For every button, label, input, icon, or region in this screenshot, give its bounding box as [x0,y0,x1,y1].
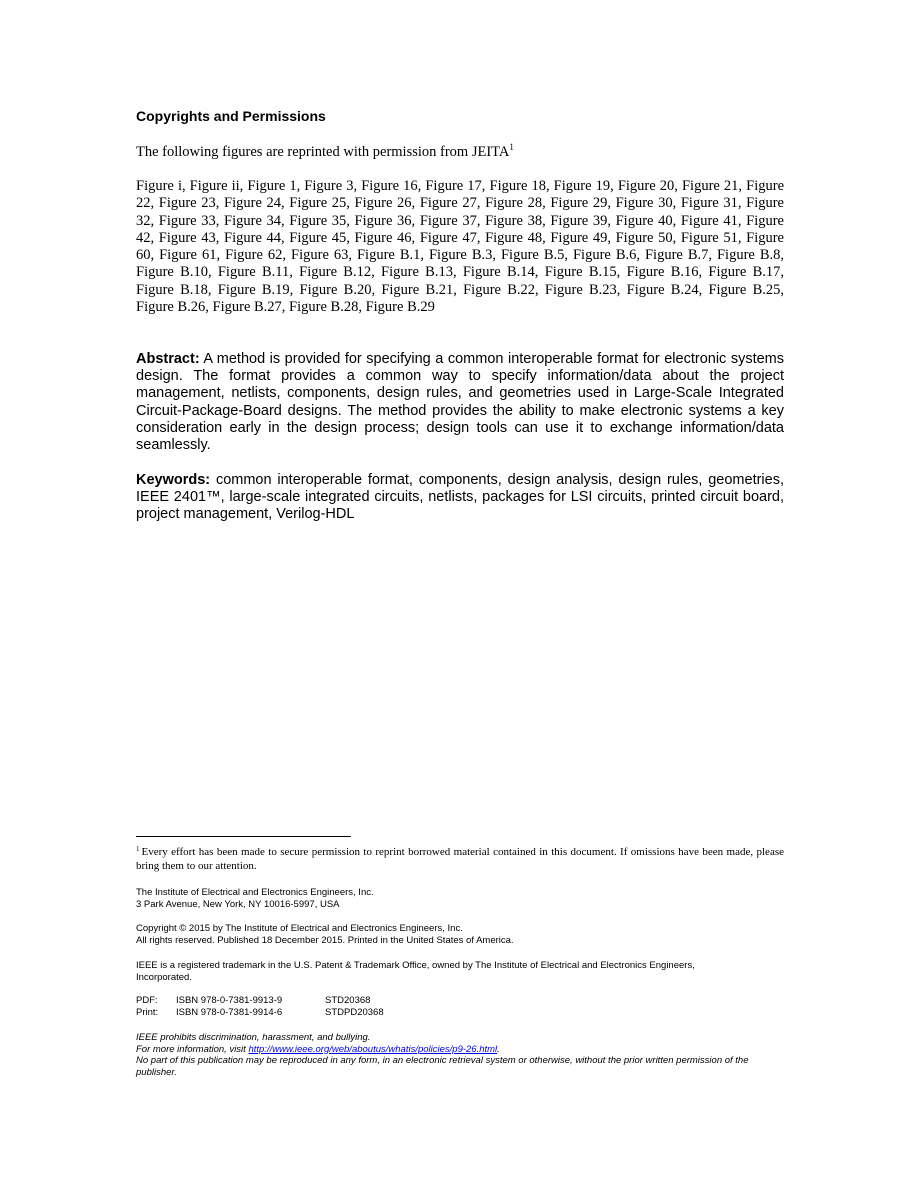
abstract-text: A method is provided for specifying a common interoperable format for electronic systems design. The format provides a common way to specify information/data about the project management, netlists, components, design rules, and geometries used in Large-Scale Integrated Circuit-Package-Board designs. The method provides the ability to make electronic systems a key consideration early in the design process; design tools can use it to exchange information/data seamlessly. [136,351,784,454]
copyright-notice [136,923,514,946]
footnote-marker: 1 [136,845,140,853]
copyright-line: Copyright © 2015 by The Institute of Electrical and Electronics Engineers, Inc. [136,923,463,934]
isbn-row [136,995,384,1007]
isbn-code: STDPD20368 [325,1006,384,1018]
policy-info-line [136,1044,784,1056]
publisher-address [136,887,374,910]
footnote-reference[interactable]: 1 [509,142,514,152]
footnote [136,845,784,873]
policy-info-suffix: . [497,1043,500,1055]
isbn-number: ISBN 978-0-7381-9913-9 [176,995,283,1006]
abstract-paragraph [136,351,784,454]
isbn-format: PDF: [136,995,158,1006]
policy-info-prefix: For more information, visit [136,1043,249,1055]
policy-line: IEEE prohibits discrimination, harassment, and bullying. [136,1032,371,1043]
keywords-paragraph [136,472,784,524]
isbn-row [136,1007,384,1019]
permission-intro [136,144,514,161]
publisher-name: The Institute of Electrical and Electronics Engineers, Inc. [136,887,374,898]
policy-link[interactable]: http://www.ieee.org/web/aboutus/whatis/policies/p9-26.html [248,1043,498,1055]
rights-line: All rights reserved. Published 18 December 2015. Printed in the United States of America. [136,934,514,946]
publisher-street: 3 Park Avenue, New York, NY 10016-5997, USA [136,898,340,910]
section-heading: Copyrights and Permissions [136,108,326,124]
isbn-format: Print: [136,1006,159,1018]
footnote-text: Every effort has been made to secure permission to reprint borrowed material contained in this document. If omissions have been made, please bring them to our attention. [136,846,784,872]
trademark-notice: IEEE is a registered trademark in the U.S. Patent & Trademark Office, owned by The Institute of Electrical and Electronics Engineers, Incorporated. [136,960,695,983]
permission-intro-text: The following figures are reprinted with permission from JEITA [136,144,510,160]
isbn-number: ISBN 978-0-7381-9914-6 [176,1006,283,1018]
abstract-label: Abstract: [136,351,200,367]
isbn-table [136,995,384,1018]
footnote-divider [136,836,351,837]
keywords-text: common interoperable format, components, design analysis, design rules, geometries, IEEE 2401™, large-scale integrated circuits, netlists, packages for LSI circuits, printed circuit board, project management, Verilog-HDL [136,472,784,523]
reproduction-notice: No part of this publication may be reproduced in any form, in an electronic retrieval system or otherwise, without the prior written permission of the publisher. [136,1055,749,1078]
figure-list: Figure i, Figure ii, Figure 1, Figure 3, Figure 16, Figure 17, Figure 18, Figure 19, Figure 20, Figure 21, Figure 22, Figure 23, Figure 24, Figure 25, Figure 26, Figure 27, Figure 28, Figure 29, Figure 30, Figure 31, Figure 32, Figure 33, Figure 34, Figure 35, Figure 36, Figure 37, Figure 38, Figure 39, Figure 40, Figure 41, Figure 42, Figure 43, Figure 44, Figure 45, Figure 46, Figure 47, Figure 48, Figure 49, Figure 50, Figure 51, Figure 60, Figure 61, Figure 62, Figure 63, Figure B.1, Figure B.3, Figure B.5, Figure B.6, Figure B.7, Figure B.8, Figure B.10, Figure B.11, Figure B.12, Figure B.13, Figure B.14, Figure B.15, Figure B.16, Figure B.17, Figure B.18, Figure B.19, Figure B.20, Figure B.21, Figure B.22, Figure B.23, Figure B.24, Figure B.25, Figure B.26, Figure B.27, Figure B.28, Figure B.29 [136,178,784,316]
policy-notice [136,1032,784,1078]
keywords-label: Keywords: [136,472,211,488]
isbn-code: STD20368 [325,995,371,1006]
